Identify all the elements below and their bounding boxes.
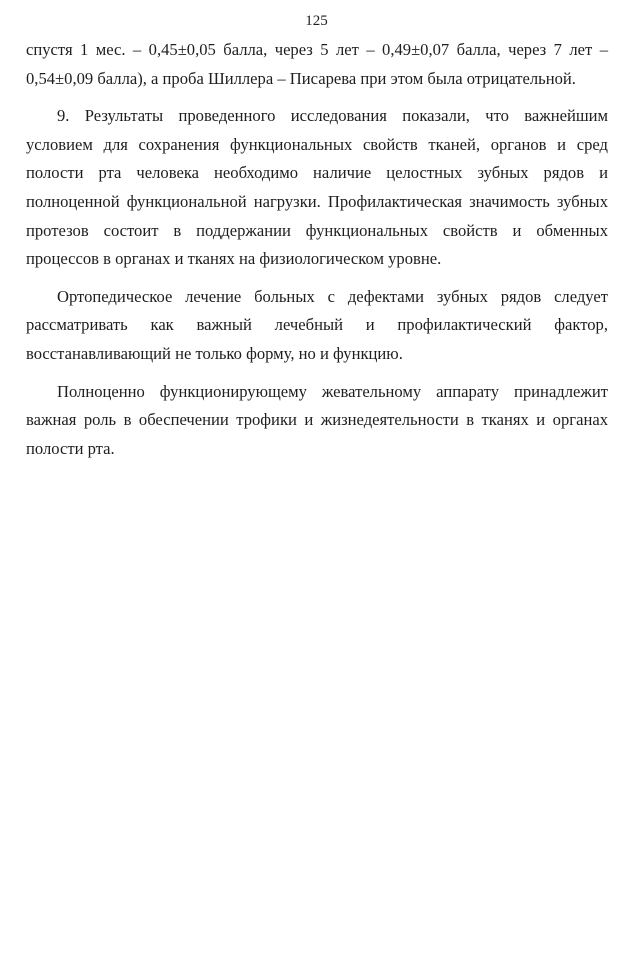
paragraph-continuation: спустя 1 мес. – 0,45±0,05 балла, через 5 лет – 0,49±0,07 балла, через 7 лет – 0,54±0,09 балла), а проба Шиллера – Писарева при этом была отрицательной.: [26, 40, 608, 88]
document-body: [26, 36, 608, 463]
paragraph-orthopedic-treatment: Ортопедическое лечение больных с дефектами зубных рядов следует рассматривать как важный лечебный и профилактический фактор, восстанавливающий не только форму, но и функцию.: [26, 286, 608, 363]
page-number: 125: [305, 13, 328, 29]
paragraph-conclusion-9: 9. Результаты проведенного исследования показали, что важнейшим условием для сохранения функциональных свойств тканей, органов и сред полости рта человека необходимо наличие целостных зубных рядов и полноценной функциональной нагрузки. Профилактическая значимость зубных протезов состоит в поддержании функциональных свойств и обменных процессов в органах и тканях на физиологическом уровне.: [26, 106, 608, 269]
paragraph-masticatory-apparatus: Полноценно функционирующему жевательному аппарату принадлежит важная роль в обеспечении трофики и жизнедеятельности в тканях и органах полости рта.: [26, 381, 608, 458]
